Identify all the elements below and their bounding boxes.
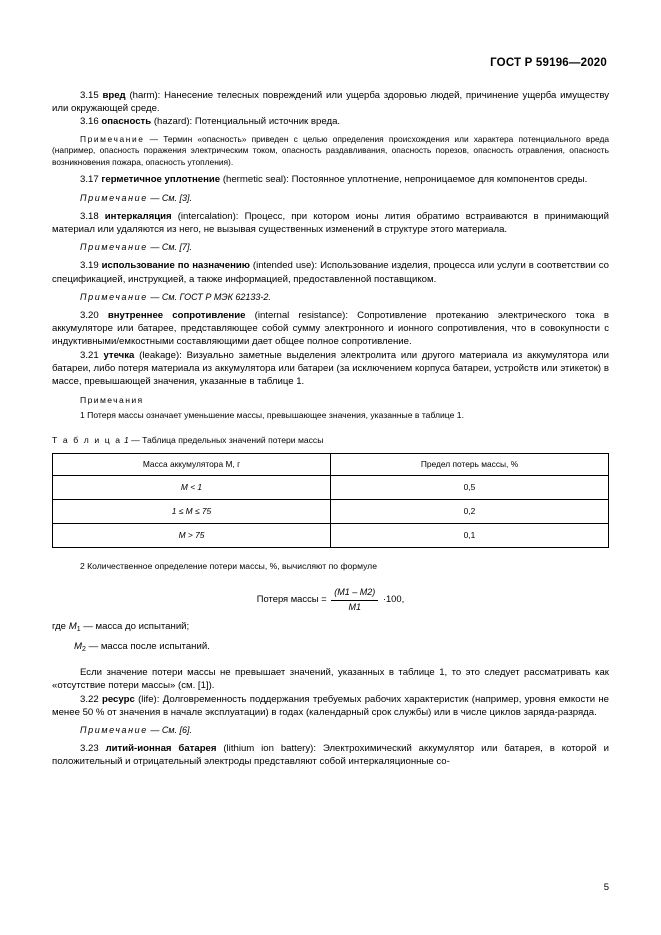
clause-number: 3.16 <box>80 116 99 128</box>
clause-3-15 <box>52 89 609 115</box>
symbol-m2-sub: 2 <box>82 646 86 654</box>
table-row <box>53 475 609 499</box>
note-3-22 <box>52 724 609 737</box>
clause-term-en: (intercalation): <box>177 210 239 222</box>
clause-3-22 <box>52 693 609 719</box>
clause-text: Визуально заметные выделения электролита или другого материала из аккумулятора или батареи, либо потеря материала из аккумулятора или батареи (за исключением корпуса батареи, устройств или этикеток) в массе, превышающей значения, указанные в таблице 1. <box>52 349 610 388</box>
table-header-mass: Масса аккумулятора M, г <box>53 453 331 475</box>
clause-3-17 <box>52 173 609 186</box>
note-3-16 <box>52 134 609 169</box>
note-dash: — <box>150 242 160 253</box>
table-caption-number: 1 <box>123 435 129 446</box>
mass-loss-formula <box>52 586 609 613</box>
page-number: 5 <box>603 882 609 893</box>
where-text-1: — масса до испытаний; <box>83 620 190 632</box>
cell-mass: 1 ≤ M ≤ 75 <box>53 500 331 524</box>
where-text-2: — масса после испытаний. <box>88 641 210 653</box>
notes-item-1: 1 Потеря массы означает уменьшение массы, превышающее значения, указанные в таблице 1. <box>80 410 464 421</box>
clause-3-23 <box>52 742 609 768</box>
clause-term: литий-ионная батарея <box>105 743 217 755</box>
formula-denominator: M1 <box>348 601 361 612</box>
clause-3-20 <box>52 309 609 349</box>
clause-text: Нанесение телесных повреждений или ущерба здоровью людей, причинение ущерба имуществу или окружающей среде. <box>52 90 610 115</box>
clause-number: 3.15 <box>80 90 99 101</box>
clause-term-en: (hazard): <box>153 116 193 128</box>
clause-term: вред <box>102 90 126 101</box>
clause-term-en: (intended use): <box>252 260 318 272</box>
note-dash: — <box>150 192 160 203</box>
table-row <box>53 524 609 548</box>
cell-limit: 0,2 <box>331 500 609 524</box>
table-caption-text: — Таблица предельных значений потери массы <box>131 435 324 446</box>
note-label: Примечание <box>80 242 148 253</box>
mass-loss-limits-table <box>52 453 609 549</box>
clause-term-en: (harm): <box>129 90 161 101</box>
formula-numerator: (M1 – M2) <box>331 586 378 600</box>
formula-where-m1 <box>52 620 609 636</box>
formula-fraction <box>331 586 378 613</box>
note-dash: — <box>149 133 159 144</box>
document-body <box>52 89 609 769</box>
symbol-m1: M <box>68 620 77 632</box>
symbol-m2: M <box>74 641 82 653</box>
table-caption <box>52 434 609 447</box>
note-dash: — <box>150 725 160 736</box>
note-label: Примечание <box>80 291 148 302</box>
clause-term-en: (lithium ion battery): <box>223 743 317 755</box>
note-3-17 <box>52 192 609 205</box>
clause-term: интеркаляция <box>104 210 172 222</box>
cell-mass: M > 75 <box>53 524 331 548</box>
symbol-m1-sub: 1 <box>76 625 81 633</box>
clause-text: Сопротивление протеканию электрического тока в аккумуляторе или батарее, представляющее собой сумму электронного и ионного сопротивления, что в совокупности с индуктивными/емкостными составляющими дает общее полное сопротивление. <box>52 310 609 348</box>
cell-mass: M < 1 <box>53 475 331 499</box>
clause-number: 3.22 <box>80 693 99 705</box>
note-dash: — <box>150 291 160 302</box>
note-label: Примечание <box>80 192 148 203</box>
clause-text: Использование изделия, процесса или услуги в соответствии со спецификацией, инструкцией, а также информацией, предоставленной поставщиком. <box>52 260 609 285</box>
clause-number: 3.17 <box>80 174 99 186</box>
clause-term: внутреннее сопротивление <box>107 310 246 322</box>
clause-number: 3.19 <box>80 260 99 272</box>
clause-text: Долговременность поддержания требуемых рабочих характеристик (например, уровня емкости не менее 50 % от значения в начале эксплуатации) в годах (календарный срок службы) или в числе циклов заряда-разряда. <box>52 693 609 718</box>
clause-text: Потенциальный источник вреда. <box>192 116 341 128</box>
formula-lead: Потеря массы = <box>256 593 327 605</box>
clause-term-en: (life): <box>138 693 160 705</box>
formula-where-m2 <box>52 640 609 656</box>
notes-item-2: 2 Количественное определение потери массы, %, вычисляют по формуле <box>80 561 377 572</box>
formula-tail: ·100, <box>382 593 405 605</box>
clause-term-en: (leakage): <box>139 349 182 361</box>
clause-term: утечка <box>103 349 135 361</box>
note-text: См. [7]. <box>161 242 193 253</box>
clause-text: Электрохимический аккумулятор или батарея, в которой и положительный и отрицательный электроды представляют собой интеркаляционные со- <box>52 743 609 768</box>
note-3-18 <box>52 241 609 254</box>
where-word: где <box>52 620 67 632</box>
note-label: Примечание <box>80 133 145 144</box>
clause-term: ресурс <box>101 693 135 705</box>
cell-limit: 0,5 <box>331 475 609 499</box>
clause-text: Процесс, при котором ионы лития обратимо встраиваются в принимающий материал или удаляются из него, не вызывая существенных изменений в структуре этого материала. <box>52 210 609 235</box>
clause-term: использование по назначению <box>101 260 250 272</box>
note-3-19 <box>52 291 609 304</box>
clause-3-21 <box>52 349 609 389</box>
table-row <box>53 500 609 524</box>
clause-term-en: (internal resistance): <box>254 310 349 322</box>
table-header-row <box>53 453 609 475</box>
clause-3-18 <box>52 210 609 236</box>
note-text: Термин «опасность» приведен с целью определения происхождения или характера потенциального вреда (например, опасность поражения электрическим током, опасность раздавливания, опасность порезов, опасность отравления, опасность возникновения пожара, опасность утопления). <box>52 133 610 167</box>
table-caption-word: Т а б л и ц а <box>52 435 122 446</box>
clause-number: 3.20 <box>80 310 99 322</box>
cell-limit: 0,1 <box>331 524 609 548</box>
notes-heading: Примечания <box>80 395 144 406</box>
clause-term-en: (hermetic seal): <box>222 174 289 186</box>
clause-text: Постоянное уплотнение, непроницаемое для компонентов среды. <box>288 174 588 186</box>
note-text: См. [6]. <box>161 725 193 736</box>
note-text: См. [3]. <box>161 192 193 203</box>
clause-number: 3.21 <box>80 349 99 361</box>
table-header-limit: Предел потерь массы, % <box>331 453 609 475</box>
note-text: См. ГОСТ Р МЭК 62133-2. <box>161 291 271 302</box>
clause-number: 3.23 <box>80 743 99 755</box>
clause-term: опасность <box>101 116 152 128</box>
closing-paragraph: Если значение потери массы не превышает значений, указанных в таблице 1, то это следует рассматривать как «отсутствие потери массы» (см. [1]). <box>52 667 609 692</box>
page-header: ГОСТ Р 59196—2020 <box>490 57 607 69</box>
clause-term: герметичное уплотнение <box>101 174 221 186</box>
note-label: Примечание <box>80 725 148 736</box>
clause-3-19 <box>52 259 609 285</box>
clause-3-16 <box>52 115 609 128</box>
clause-number: 3.18 <box>80 210 99 222</box>
